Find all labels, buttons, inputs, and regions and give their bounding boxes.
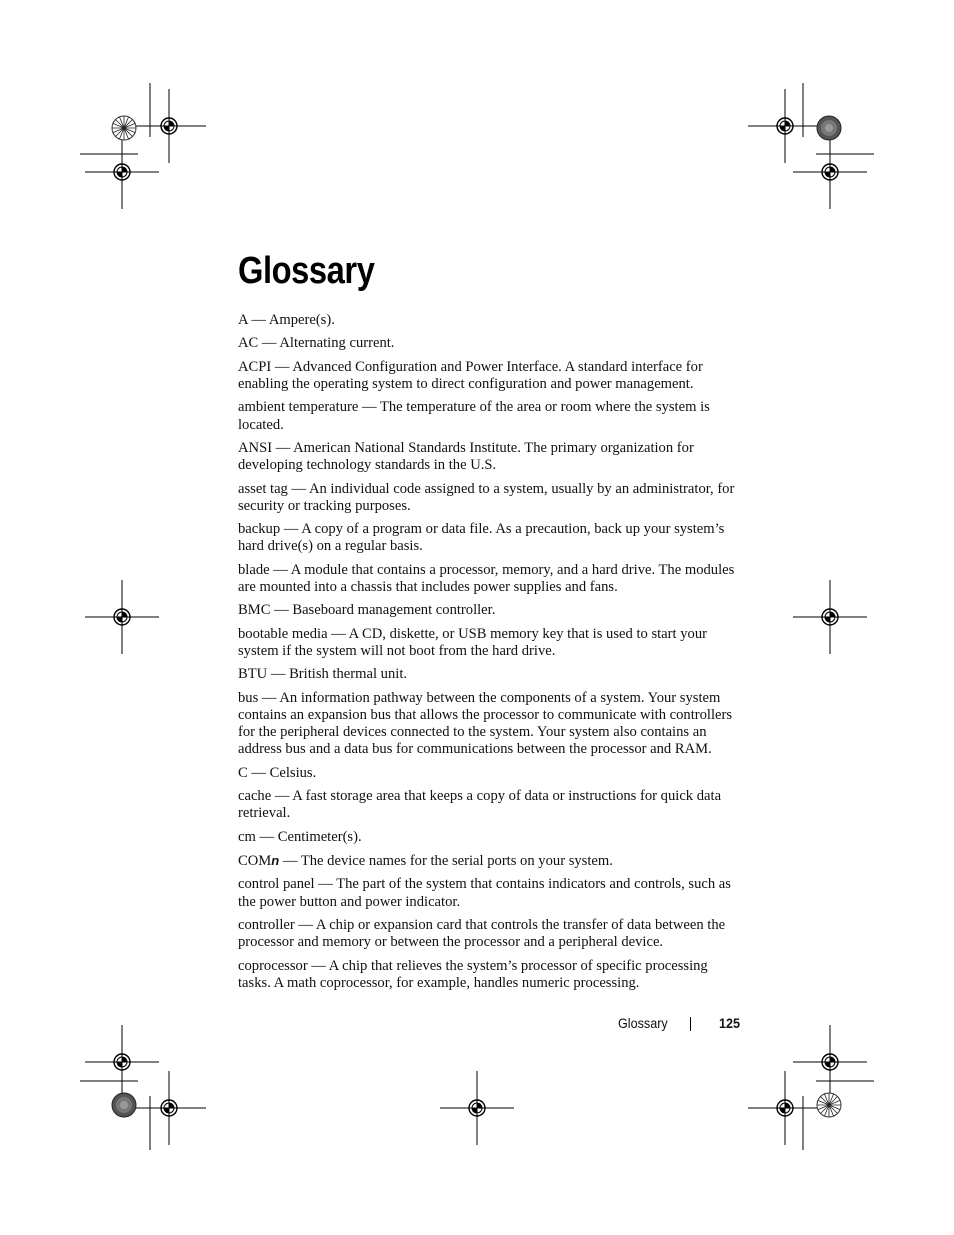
glossary-term: A (238, 312, 248, 328)
radial-color-target-icon (817, 1093, 841, 1117)
glossary-entry (238, 852, 736, 870)
glossary-definition: — Ampere(s). (247, 312, 335, 328)
glossary-term: controller (238, 917, 295, 934)
glossary-entries (238, 312, 736, 998)
registration-crosshair-icon (85, 1025, 159, 1099)
glossary-entry (238, 626, 736, 660)
glossary-definition: — Alternating current. (258, 335, 395, 352)
glossary-entry (238, 876, 736, 910)
glossary-term: bootable media (238, 625, 328, 642)
glossary-definition: — A fast storage area that keeps a copy of data or instructions for quick data retrieval. (238, 788, 722, 822)
glossary-definition: — British thermal unit. (267, 666, 408, 683)
registration-crosshair-icon (748, 89, 822, 163)
registration-crosshair-icon (85, 580, 159, 654)
glossary-term: COM (238, 853, 272, 870)
glossary-definition: — A CD, diskette, or USB memory key that is used to start your system if the system will not boot from the hard drive. (238, 625, 707, 659)
registration-crosshair-icon (793, 135, 867, 209)
glossary-term: ANSI (238, 439, 273, 456)
glossary-term: blade (238, 561, 270, 578)
page-number: 125 (719, 1015, 741, 1031)
registration-crosshair-icon (440, 1071, 514, 1145)
registration-crosshair-icon (748, 1071, 822, 1145)
glossary-term: C (238, 764, 248, 781)
glossary-definition: — A chip or expansion card that controls the transfer of data between the processor and memory or between the processor and a peripheral device. (238, 917, 726, 951)
glossary-definition: — An individual code assigned to a system, usually by an administrator, for security or tracking purposes. (238, 480, 735, 514)
color-density-disk-icon (112, 1093, 136, 1117)
glossary-entry (238, 399, 736, 433)
glossary-term: cache (238, 788, 272, 805)
glossary-entry (238, 829, 736, 846)
glossary-definition: — American National Standards Institute. The primary organization for developing technology standards in the U.S. (238, 439, 694, 474)
glossary-entry (238, 312, 736, 329)
glossary-entry (238, 602, 736, 619)
glossary-term: backup (238, 521, 281, 538)
glossary-term-variable: n (271, 853, 280, 869)
glossary-entry (238, 335, 736, 352)
glossary-definition: — The device names for the serial ports on your system. (279, 853, 613, 870)
radial-color-target-icon (112, 116, 136, 140)
registration-crosshair-icon (85, 135, 159, 209)
glossary-definition: — Baseboard management controller. (270, 602, 496, 619)
glossary-entry (238, 521, 736, 555)
glossary-term: control panel (238, 876, 315, 893)
glossary-term: cm (238, 828, 256, 845)
glossary-term: BMC (238, 602, 271, 619)
glossary-definition: — Advanced Configuration and Power Interface. A standard interface for enabling the operating system to direct configuration and power management. (238, 358, 703, 392)
glossary-term: asset tag (238, 480, 288, 497)
glossary-entry (238, 440, 736, 474)
glossary-definition: — An information pathway between the components of a system. Your system contains an expansion bus that allows the processor to communicate with controllers for the peripheral devices connected to the system. Your system also contains an address bus and a data bus for communications between the processor and RAM. (238, 689, 733, 758)
glossary-definition: — A module that contains a processor, memory, and a hard drive. The modules are mounted into a chassis that includes power supplies and fans. (238, 561, 735, 595)
glossary-definition: — Celsius. (247, 764, 317, 781)
glossary-term: ACPI (238, 358, 272, 375)
glossary-entry (238, 690, 736, 759)
glossary-term: bus (238, 689, 259, 706)
glossary-definition: — The part of the system that contains indicators and controls, such as the power button and power indicator. (238, 876, 731, 910)
glossary-entry (238, 788, 736, 822)
glossary-definition: — A chip that relieves the system’s processor of specific processing tasks. A math coprocessor, for example, handles numeric processing. (238, 957, 708, 991)
glossary-entry (238, 666, 736, 683)
glossary-term: AC (238, 335, 259, 352)
registration-crosshair-icon (132, 89, 206, 163)
footer-separator (690, 1017, 691, 1031)
glossary-entry (238, 958, 736, 992)
glossary-entry (238, 359, 736, 393)
glossary-entry (238, 481, 736, 515)
glossary-entry (238, 562, 736, 596)
glossary-term: ambient temperature (238, 399, 359, 416)
registration-crosshair-icon (793, 580, 867, 654)
color-density-disk-icon (817, 116, 841, 140)
glossary-definition: — The temperature of the area or room where the system is located. (238, 399, 710, 433)
glossary-entry (238, 765, 736, 782)
glossary-definition: — A copy of a program or data file. As a precaution, back up your system’s hard drive(s) on a regular basis. (238, 521, 725, 555)
glossary-term: BTU (238, 666, 268, 683)
glossary-term: coprocessor (238, 957, 308, 974)
glossary-entry (238, 917, 736, 951)
glossary-definition: — Centimeter(s). (255, 828, 362, 845)
registration-crosshair-icon (132, 1071, 206, 1145)
page-title: Glossary (238, 250, 375, 292)
registration-crosshair-icon (793, 1025, 867, 1099)
footer-section-title: Glossary (618, 1015, 668, 1031)
